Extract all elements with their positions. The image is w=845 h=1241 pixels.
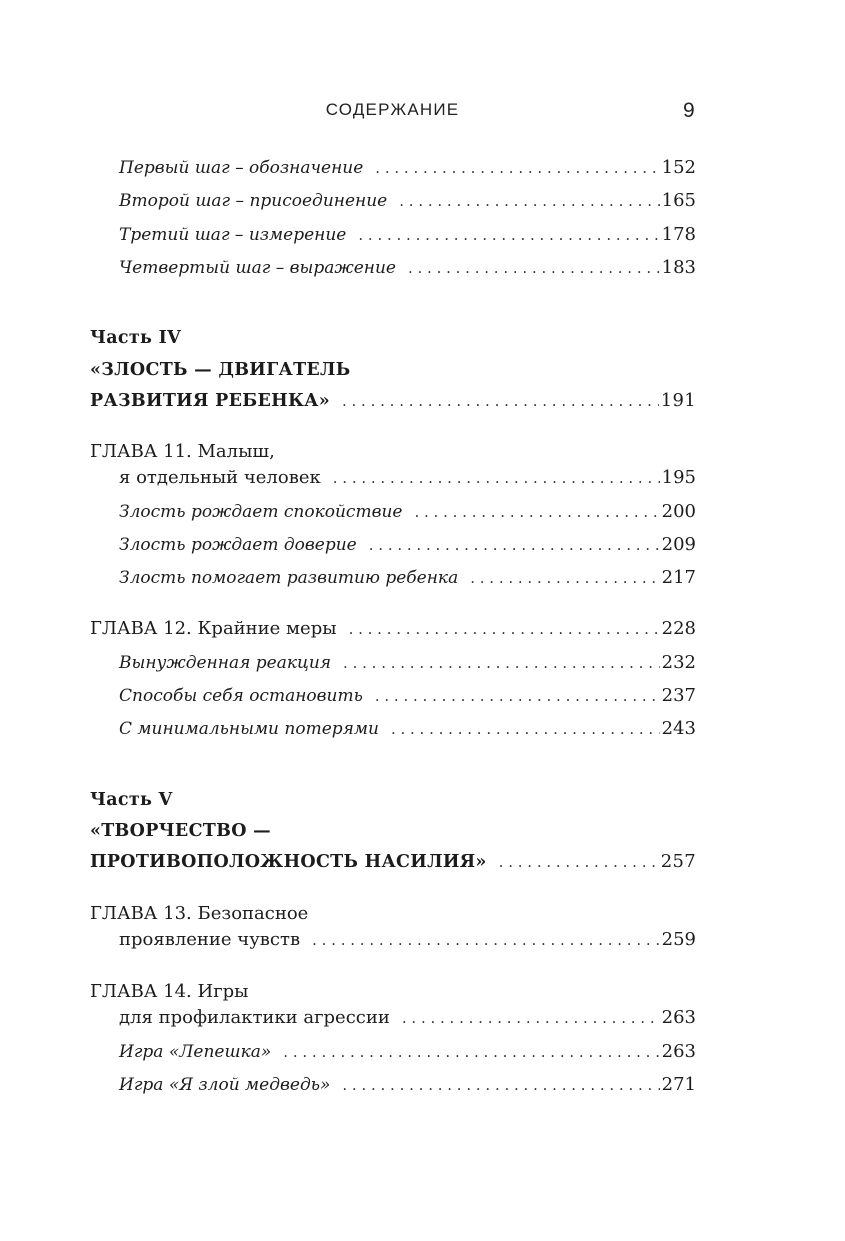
toc-page-number: 200 xyxy=(661,501,696,522)
toc-entry[interactable] xyxy=(119,567,696,588)
chapter-heading: ГЛАВА 13. Безопасное xyxy=(90,903,309,924)
part-title-line: «ТВОРЧЕСТВО — xyxy=(90,821,271,841)
chapter-title-line: я отдельный человек xyxy=(119,467,321,488)
chapter-entry[interactable] xyxy=(90,618,696,639)
dot-leader xyxy=(343,654,660,672)
toc-entry-title: Злость рождает спокойствие xyxy=(119,502,403,522)
toc-page-number: 209 xyxy=(661,534,696,555)
toc-entry-title: Первый шаг – обозначение xyxy=(119,158,364,178)
part-entry[interactable] xyxy=(90,390,696,411)
chapter-entry[interactable] xyxy=(119,1007,696,1028)
toc-entry-title: Способы себя остановить xyxy=(119,686,363,706)
toc-page-number: 271 xyxy=(661,1074,696,1095)
toc-page-number: 232 xyxy=(661,652,696,673)
toc-entry[interactable] xyxy=(119,685,696,706)
chapter-title-line: для профилактики агрессии xyxy=(119,1007,390,1028)
toc-entry-title: Третий шаг – измерение xyxy=(119,225,347,245)
dot-leader xyxy=(342,392,659,410)
dot-leader xyxy=(414,503,659,521)
part-entry[interactable] xyxy=(90,851,696,872)
dot-leader xyxy=(369,536,660,554)
dot-leader xyxy=(342,1076,659,1094)
dot-leader xyxy=(312,931,660,949)
toc-entry[interactable] xyxy=(119,1041,696,1062)
toc-page-number: 259 xyxy=(661,929,696,950)
toc-entry-title: Злость помогает развитию ребенка xyxy=(119,568,459,588)
toc-page-number: 195 xyxy=(661,467,696,488)
toc-entry-title: Четвертый шаг – выражение xyxy=(119,258,396,278)
toc-page-number: 243 xyxy=(661,718,696,739)
header-title: СОДЕРЖАНИЕ xyxy=(325,100,460,119)
toc-entry-title: Игра «Лепешка» xyxy=(119,1042,272,1062)
dot-leader xyxy=(375,159,659,177)
toc-page-number: 152 xyxy=(661,157,696,178)
toc-entry[interactable] xyxy=(119,652,696,673)
toc-entry[interactable] xyxy=(119,718,696,739)
dot-leader xyxy=(399,192,659,210)
part-title-line: РАЗВИТИЯ РЕБЕНКА» xyxy=(90,391,330,411)
dot-leader xyxy=(391,720,660,738)
toc-page-number: 263 xyxy=(661,1041,696,1062)
dot-leader xyxy=(375,687,660,705)
toc-entry-title: Злость рождает доверие xyxy=(119,535,357,555)
page-number: 9 xyxy=(683,99,695,122)
toc-entry[interactable] xyxy=(119,534,696,555)
chapter-heading: ГЛАВА 14. Игры xyxy=(90,981,249,1002)
part-label: Часть V xyxy=(90,790,173,810)
toc-entry-title: С минимальными потерями xyxy=(119,719,379,739)
dot-leader xyxy=(333,469,660,487)
dot-leader xyxy=(402,1009,660,1027)
dot-leader xyxy=(470,569,659,587)
toc-entry[interactable] xyxy=(119,224,696,245)
toc-page-number: 191 xyxy=(660,390,696,411)
chapter-title-line: ГЛАВА 12. Крайние меры xyxy=(90,618,337,639)
toc-page-number: 237 xyxy=(661,685,696,706)
toc-entry-title: Игра «Я злой медведь» xyxy=(119,1075,331,1095)
toc-entry[interactable] xyxy=(119,190,696,211)
toc-entry[interactable] xyxy=(119,257,696,278)
chapter-entry[interactable] xyxy=(119,467,696,488)
toc-page-number: 263 xyxy=(661,1007,696,1028)
toc-page-number: 165 xyxy=(661,190,696,211)
dot-leader xyxy=(283,1043,659,1061)
toc-entry[interactable] xyxy=(119,1074,696,1095)
dot-leader xyxy=(349,620,660,638)
toc-page-number: 217 xyxy=(661,567,696,588)
toc-entry-title: Второй шаг – присоединение xyxy=(119,191,388,211)
chapter-title-line: проявление чувств xyxy=(119,929,301,950)
toc-entry-title: Вынужденная реакция xyxy=(119,653,332,673)
part-label: Часть IV xyxy=(90,328,181,348)
dot-leader xyxy=(358,226,659,244)
toc-page-number: 183 xyxy=(661,257,696,278)
toc-entry[interactable] xyxy=(119,501,696,522)
chapter-heading: ГЛАВА 11. Малыш, xyxy=(90,441,275,462)
part-title-line: «ЗЛОСТЬ — ДВИГАТЕЛЬ xyxy=(90,360,351,380)
dot-leader xyxy=(499,853,659,871)
part-title-line: ПРОТИВОПОЛОЖНОСТЬ НАСИЛИЯ» xyxy=(90,852,487,872)
toc-page-number: 228 xyxy=(661,618,696,639)
toc-page-number: 178 xyxy=(661,224,696,245)
chapter-entry[interactable] xyxy=(119,929,696,950)
toc-page-number: 257 xyxy=(660,851,696,872)
dot-leader xyxy=(408,259,660,277)
toc-entry[interactable] xyxy=(119,157,696,178)
